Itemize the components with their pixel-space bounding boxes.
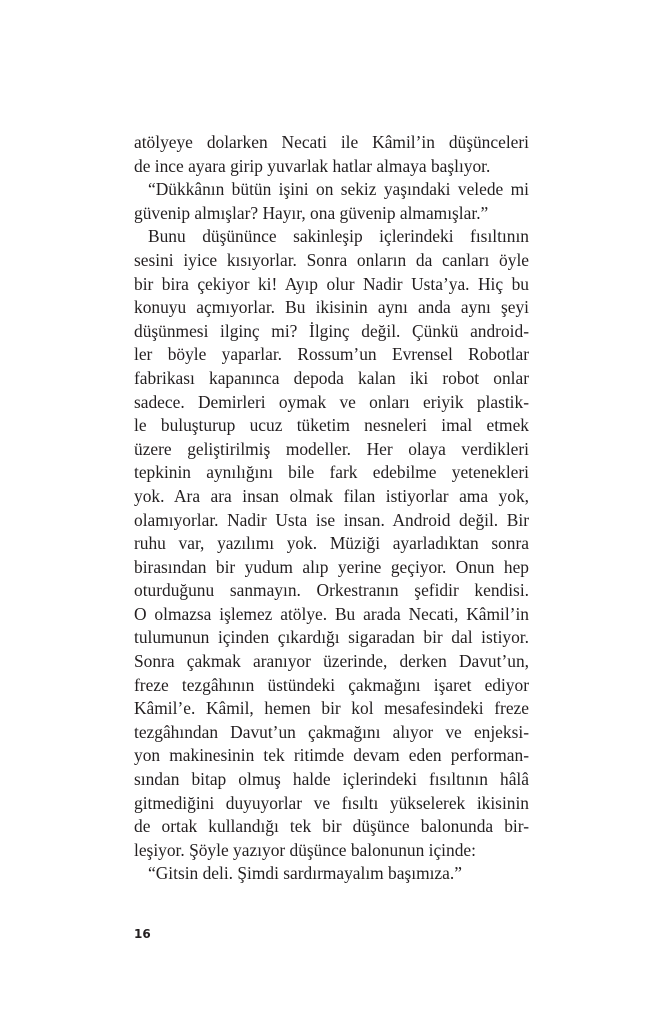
text-line: güvenip almışlar? Hayır, ona güvenip almamışlar.” bbox=[134, 202, 489, 223]
text-line: bir bira çekiyor ki! Ayıp olur Nadir Usta’ya. Hiç bu bbox=[134, 273, 529, 294]
text-line: ler böyle yaparlar. Rossum’un Evrensel Robotlar bbox=[134, 344, 529, 365]
text-line: sından bitap olmuş halde içlerindeki fısıltının hâlâ bbox=[134, 769, 529, 790]
text-line: de ortak kullandığı tek bir düşünce balonunda bir- bbox=[134, 816, 529, 837]
text-line: de ince ayara girip yuvarlak hatlar almaya başlıyor. bbox=[134, 155, 491, 176]
text-line: birasından bir yudum alıp yerine geçiyor. Onun hep bbox=[134, 556, 529, 577]
text-line: olamıyorlar. Nadir Usta ise insan. Android değil. Bir bbox=[134, 509, 529, 530]
text-line: üzere geliştirilmiş modeller. Her olaya verdikleri bbox=[134, 438, 529, 459]
text-line: oturduğunu sanmayın. Orkestranın şefidir kendisi. bbox=[134, 580, 529, 601]
text-line: atölyeye dolarken Necati ile Kâmil’in düşünceleri bbox=[134, 132, 529, 152]
text-line: gitmediğini duyuyorlar ve fısıltı yükselerek ikisinin bbox=[134, 792, 529, 813]
text-line: yok. Ara ara insan olmak filan istiyorlar ama yok, bbox=[134, 485, 529, 506]
text-line: tepkinin aynılığını bile fark edebilme yetenekleri bbox=[134, 462, 529, 483]
text-line: yon makinesinin tek ritimde devam eden performan- bbox=[134, 745, 529, 766]
body-text bbox=[134, 131, 529, 886]
text-line: düşünmesi ilginç mi? İlginç değil. Çünkü android- bbox=[134, 320, 529, 341]
text-line: sesini iyice kısıyorlar. Sonra onların da canları öyle bbox=[134, 249, 529, 270]
text-line: ruhu var, yazılımı yok. Müziği ayarladıktan sonra bbox=[134, 533, 529, 554]
text-line: le buluşturup ucuz tüketim nesneleri imal etmek bbox=[134, 415, 529, 436]
page-number: 16 bbox=[134, 927, 151, 941]
text-line: tulumunun içinden çıkardığı sigaradan bir dal istiyor. bbox=[134, 627, 529, 648]
text-line: sadece. Demirleri oymak ve onları eriyik plastik- bbox=[134, 391, 529, 412]
text-line: Kâmil’e. Kâmil, hemen bir kol mesafesindeki freze bbox=[134, 698, 529, 719]
text-line: O olmazsa işlemez atölye. Bu arada Necati, Kâmil’in bbox=[134, 603, 529, 624]
text-line: fabrikası kapanınca depoda kalan iki robot onlar bbox=[134, 367, 529, 388]
text-line: konuyu açmıyorlar. Bu ikisinin aynı anda aynı şeyi bbox=[134, 297, 529, 318]
text-line: Bunu düşününce sakinleşip içlerindeki fısıltının bbox=[148, 226, 529, 247]
text-line: “Gitsin deli. Şimdi sardırmayalım başımıza.” bbox=[148, 863, 462, 884]
text-line: “Dükkânın bütün işini on sekiz yaşındaki velede mi bbox=[148, 179, 529, 200]
text-line: tezgâhından Davut’un çakmağını alıyor ve enjeksi- bbox=[134, 721, 529, 742]
text-line: leşiyor. Şöyle yazıyor düşünce balonunun içinde: bbox=[134, 839, 476, 860]
text-line: Sonra çakmak aranıyor üzerinde, derken Davut’un, bbox=[134, 651, 529, 672]
text-line: freze tezgâhının üstündeki çakmağını işaret ediyor bbox=[134, 674, 529, 695]
